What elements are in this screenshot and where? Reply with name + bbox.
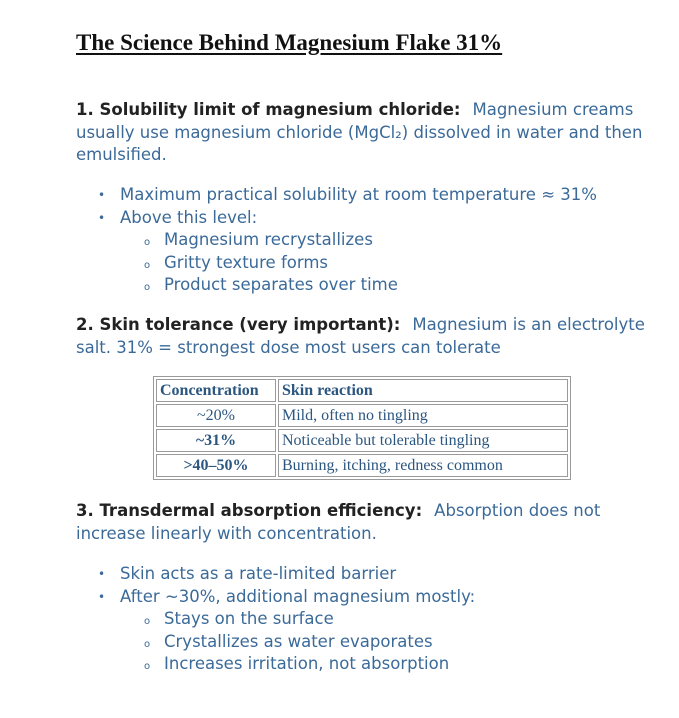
- table-header-row: [156, 379, 568, 402]
- table-cell-reaction: Mild, often no tingling: [278, 404, 568, 427]
- section-1-bullets: [76, 184, 597, 229]
- list-item: • After ~30%, additional magnesium mostly:: [76, 586, 475, 609]
- list-item: o Gritty texture forms: [164, 252, 398, 275]
- section-3-heading: 3. Transdermal absorption efficiency:: [76, 501, 423, 520]
- table-row: [156, 454, 568, 477]
- list-item: o Stays on the surface: [164, 608, 449, 631]
- section-2-paragraph: [76, 314, 651, 359]
- list-item: o Product separates over time: [164, 274, 398, 297]
- table-row: [156, 404, 568, 427]
- section-1-heading: 1. Solubility limit of magnesium chloride:: [76, 100, 461, 119]
- list-item: • Maximum practical solubility at room temperature ≈ 31%: [76, 184, 597, 207]
- section-3-sub-bullets: [76, 608, 449, 676]
- section-1-sub-bullets: [76, 229, 398, 297]
- column-header-concentration: Concentration: [156, 379, 276, 402]
- list-item: o Magnesium recrystallizes: [164, 229, 398, 252]
- list-item: • Skin acts as a rate-limited barrier: [76, 563, 475, 586]
- section-1-text: Magnesium creams usually use magnesium chloride (MgCl₂) dissolved in water and then emulsified.: [76, 100, 643, 164]
- table-cell-concentration: ~20%: [156, 404, 276, 427]
- skin-reaction-table: [153, 376, 571, 480]
- page-title: The Science Behind Magnesium Flake 31%: [76, 30, 503, 55]
- section-2-heading: 2. Skin tolerance (very important):: [76, 315, 401, 334]
- list-item: • Above this level:: [76, 207, 597, 230]
- column-header-skin-reaction: Skin reaction: [278, 379, 568, 402]
- table-cell-concentration: >40–50%: [156, 454, 276, 477]
- table-cell-reaction: Burning, itching, redness common: [278, 454, 568, 477]
- section-2-text: Magnesium is an electrolyte salt. 31% = strongest dose most users can tolerate: [76, 315, 645, 357]
- list-item: o Crystallizes as water evaporates: [164, 631, 449, 654]
- table-row: [156, 429, 568, 452]
- section-3-bullets: [76, 563, 475, 608]
- section-3-text: Absorption does not increase linearly with concentration.: [76, 501, 601, 543]
- section-1-paragraph: [76, 99, 651, 167]
- table-cell-concentration: ~31%: [156, 429, 276, 452]
- table-cell-reaction: Noticeable but tolerable tingling: [278, 429, 568, 452]
- section-3-paragraph: [76, 500, 651, 545]
- list-item: o Increases irritation, not absorption: [164, 653, 449, 676]
